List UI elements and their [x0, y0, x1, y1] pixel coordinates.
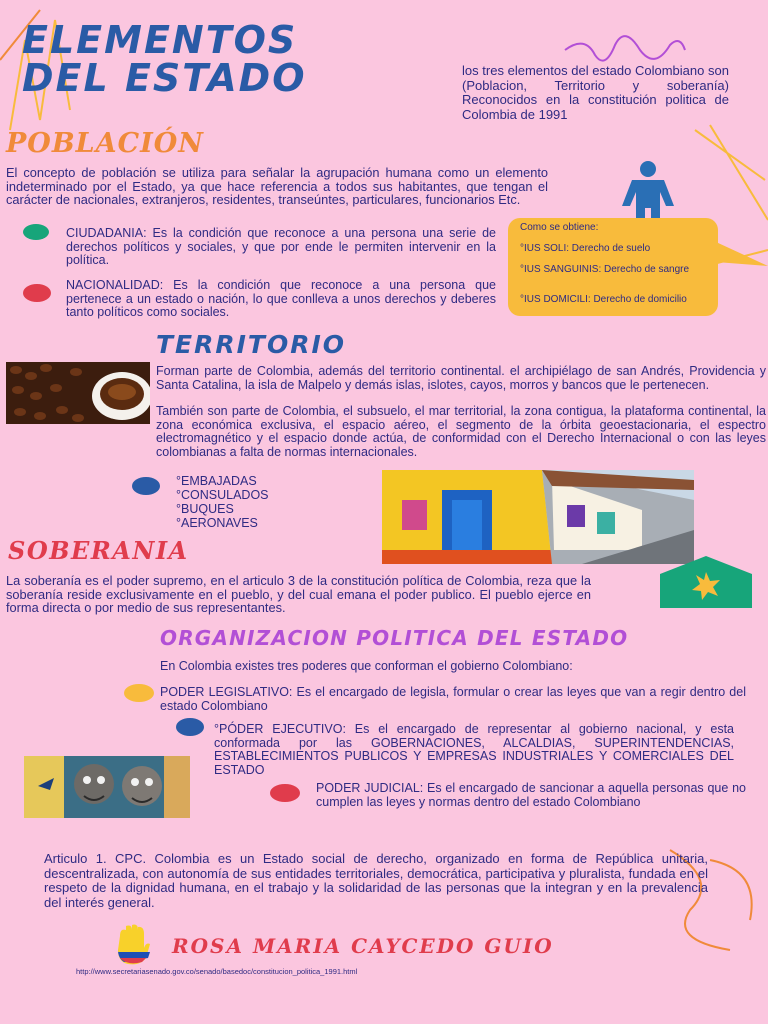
bubble-item-1: °IUS SOLI: Derecho de suelo — [520, 243, 651, 254]
author-name: ROSA MARIA CAYCEDO GUIO — [172, 934, 554, 958]
bubble-tail — [716, 240, 768, 270]
page-title-line2: DEL ESTADO — [22, 56, 307, 100]
source-link[interactable]: http://www.secretariasenado.gov.co/senado/basedoc/constitucion_politica_1991.html — [76, 967, 358, 976]
green-bullet-dot — [23, 224, 49, 240]
bubble-title: Como se obtiene: — [520, 222, 599, 233]
articulo-1-text: Articulo 1. CPC. Colombia es un Estado social de derecho, organizado en forma de República unitaria, descentralizada, con autonomía de sus entidades territoriales, democrática, participativa y pluralista, fundada en el respeto de la dignidad humana, en el trabajo y la solidaridad de las personas que la integran y en la prevalencia del interés general. — [44, 851, 708, 910]
territorio-text-2: También son parte de Colombia, el subsuelo, el mar territorial, la zona contigua, la plataforma continental, la zona económica exclusiva, el espacio aéreo, el segmento de la órbita geoestacionaria, el espectro electromagnético y el espacio donde actúa, de conformidad con el Derecho Internacional o con las leyes colombianas a falta de normas internacionales. — [156, 404, 766, 459]
list-item: °CONSULADOS — [176, 488, 269, 502]
page-title-line1: ELEMENTOS — [22, 18, 298, 62]
colorful-street-image — [382, 470, 694, 564]
colombian-flag-hand-icon — [112, 922, 156, 966]
poder-legislativo-text: PODER LEGISLATIVO: Es el encargado de legisla, formular o crear las leyes que van a regir dentro del estado Colombiano — [160, 685, 746, 713]
yellow-bullet-dot — [124, 684, 154, 702]
nacionalidad-text: NACIONALIDAD: Es la condición que reconoce a una persona que pertenece a un estado o nación, lo que conlleva a unos derechos y deberes tanto políticos como sociales. — [66, 278, 496, 319]
coffee-image — [6, 362, 150, 424]
red-bullet-dot — [23, 284, 51, 302]
territorio-list — [176, 474, 269, 530]
territorio-heading: TERRITORIO — [156, 330, 347, 359]
organizacion-intro: En Colombia existes tres poderes que conforman el gobierno Colombiano: — [160, 659, 573, 673]
bubble-item-2: °IUS SANGUINIS: Derecho de sangre — [520, 264, 690, 275]
poblacion-heading: POBLACIÓN — [6, 128, 204, 159]
territorio-text-1: Forman parte de Colombia, además del territorio continental. el archipiélago de san Andrés, Providencia y Santa Catalina, la isla de Malpelo y demás islas, islotes, cayos, morros y bancos que le pertenecen. — [156, 364, 766, 392]
bubble-item-3: °IUS DOMICILI: Derecho de domicilio — [520, 294, 687, 305]
ciudadania-text: CIUDADANIA: Es la condición que reconoce a una persona una serie de derechos políticos y sociales, y que por ende le permiten intervenir en la política. — [66, 226, 496, 267]
organizacion-heading: ORGANIZACION POLITICA DEL ESTADO — [160, 626, 629, 650]
red-bullet-dot — [270, 784, 300, 802]
mural-image — [24, 756, 190, 818]
sun-house-icon — [660, 556, 752, 608]
blue-bullet-dot — [132, 477, 160, 495]
soberania-text: La soberanía es el poder supremo, en el articulo 3 de la constitución política de Colombia, reza que la soberanía reside exclusivamente en el pueblo, y del cual emana el poder publico. El pueblo ejerce en forma directa o por medio de sus representantes. — [6, 573, 591, 615]
intro-text: los tres elementos del estado Colombiano son (Poblacion, Territorio y soberanía) Reconocidos en la constitución politica de Colombia de 1991 — [462, 63, 729, 122]
soberania-heading: SOBERANIA — [8, 536, 189, 565]
poder-judicial-text: PODER JUDICIAL: Es el encargado de sancionar a aquella personas que no cumplen las leyes y normas dentro del estado Colombiano — [316, 781, 746, 809]
list-item: °EMBAJADAS — [176, 474, 257, 488]
poblacion-text: El concepto de población se utiliza para señalar la agrupación humana como un elemento indeterminado por el Estado, ya que hace referencia a todos sus habitantes, que tengan el carácter de nacionales, extranjeros, residentes, transeúntes, particulares, funcionarios Etc. — [6, 165, 548, 207]
list-item: °BUQUES — [176, 502, 234, 516]
blue-bullet-dot — [176, 718, 204, 736]
poder-ejecutivo-text: °PÓDER EJECUTIVO: Es el encargado de representar al gobierno nacional, y esta conformada por las GOBERNACIONES, ALCALDIAS, SUPERINTENDENCIAS, ESTABLECIMIENTOS PUBLICOS Y EMPRESAS INDUSTRIALES Y COMERCIALES DEL ESTADO — [214, 722, 734, 777]
list-item: °AERONAVES — [176, 516, 258, 530]
